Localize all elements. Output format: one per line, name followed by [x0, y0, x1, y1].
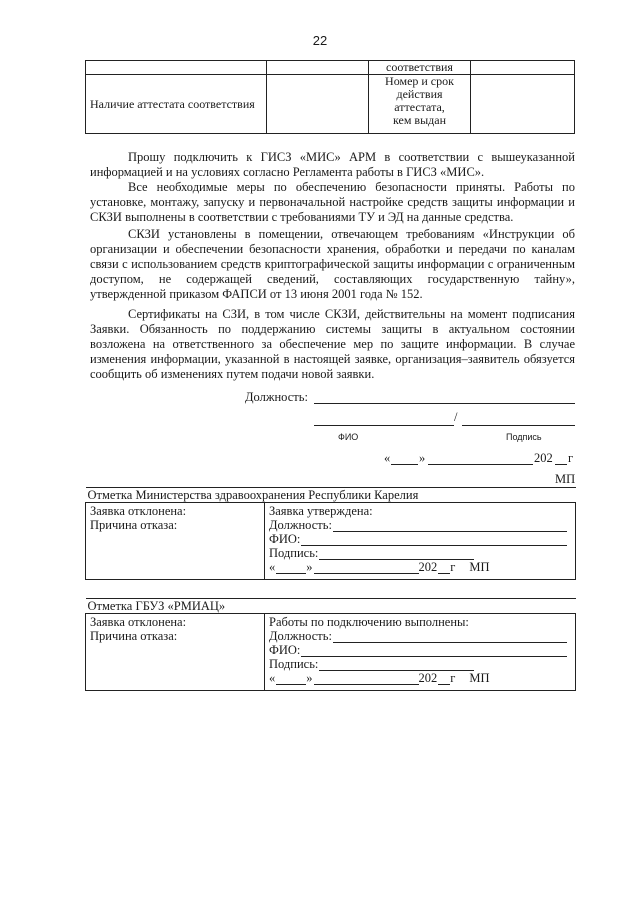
fio-field[interactable]	[269, 643, 567, 657]
top-table	[85, 60, 575, 134]
sign-field[interactable]	[269, 657, 474, 671]
mp-stamp-label: МП	[469, 671, 490, 685]
mp-stamp-label: МП	[555, 472, 576, 486]
slash: /	[454, 410, 458, 424]
paragraph: Прошу подключить к ГИСЗ «МИС» АРМ в соответствии с вышеуказанной информацией и на условиях согласно Регламента работы в ГИСЗ «МИС».	[90, 150, 575, 179]
sign-label: Подпись:	[269, 546, 319, 560]
approved-label: Заявка утверждена:	[269, 504, 373, 518]
table-cell	[267, 75, 369, 134]
rmiac-block-title: Отметка ГБУЗ «РМИАЦ»	[86, 599, 576, 614]
date-open-quote: «	[269, 560, 276, 574]
approval-cell	[265, 614, 576, 691]
fio-field[interactable]	[269, 532, 567, 546]
body-text	[90, 307, 575, 382]
sign-field[interactable]	[269, 546, 474, 560]
date-open-quote: «	[269, 671, 276, 685]
table-cell-line: кем выдан	[392, 113, 447, 127]
date-open-quote: «	[384, 451, 391, 465]
body-text	[90, 227, 575, 302]
fio-line[interactable]	[314, 412, 454, 426]
table-cell-line: Номер и срок	[385, 74, 454, 88]
mp-stamp-label: МП	[469, 560, 490, 574]
date-year-line[interactable]	[555, 451, 567, 465]
table-cell-label: Наличие аттестата соответствия	[86, 75, 267, 134]
position-label: Должность:	[245, 390, 308, 404]
fio-label: ФИО:	[269, 643, 301, 657]
table-cell	[267, 61, 369, 75]
position-field[interactable]	[269, 629, 567, 643]
date-close-quote: »	[419, 451, 426, 465]
rejected-label: Заявка отклонена:	[90, 504, 187, 518]
reason-label: Причина отказа:	[90, 629, 178, 643]
date-field[interactable]	[269, 671, 499, 685]
date-close-quote: »	[306, 560, 313, 574]
body-text	[90, 150, 575, 225]
signature-caption: Подпись	[506, 432, 542, 442]
table-cell-line: действия	[396, 87, 443, 101]
paragraph: Сертификаты на СЗИ, в том числе СКЗИ, действительны на момент подписания Заявки. Обязанность по поддержанию системы защиты в актуальном состоянии возложена на ответственного за обеспечение мер по защите информации. В случае изменения информации, указанной в настоящей заявке, организация–заявитель обязуется сообщить об изменениях путем подачи новой заявки.	[90, 307, 575, 381]
approved-label: Работы по подключению выполнены:	[269, 615, 469, 629]
rejected-label: Заявка отклонена:	[90, 615, 187, 629]
rejection-cell	[86, 503, 265, 580]
position-label: Должность:	[269, 629, 332, 643]
sign-label: Подпись:	[269, 657, 319, 671]
table-cell	[471, 75, 575, 134]
date-year: 202	[418, 671, 438, 685]
page-number: 22	[312, 33, 328, 48]
approval-cell	[265, 503, 576, 580]
date-year-suffix: г	[568, 451, 574, 465]
date-day-line[interactable]	[391, 451, 418, 465]
paragraph: СКЗИ установлены в помещении, отвечающем требованиям «Инструкции об организации и обеспечении безопасности хранения, обработки и передачи по каналам связи с использованием средств криптографической защиты информации с ограниченным доступом, не содержащей сведений, составляющих государственную тайну», утвержденной приказом ФАПСИ от 13 июня 2001 года № 152.	[90, 227, 575, 301]
date-year-suffix: г	[450, 560, 456, 574]
signature-line[interactable]	[462, 412, 575, 426]
position-field[interactable]	[269, 518, 567, 532]
date-year-suffix: г	[450, 671, 456, 685]
rejection-cell	[86, 614, 265, 691]
fio-caption: ФИО	[338, 432, 359, 442]
date-month-line[interactable]	[428, 451, 533, 465]
rmiac-approval-block	[85, 598, 576, 691]
position-line[interactable]	[314, 390, 575, 404]
date-year: 202	[418, 560, 438, 574]
table-cell	[86, 61, 267, 75]
date-close-quote: »	[306, 671, 313, 685]
date-field[interactable]	[269, 560, 499, 574]
table-cell-line: аттестата,	[394, 100, 445, 114]
reason-label: Причина отказа:	[90, 518, 178, 532]
table-cell: соответствия	[369, 61, 471, 75]
date-year: 202	[534, 451, 553, 465]
table-cell-description	[369, 75, 471, 134]
ministry-block-title: Отметка Министерства здравоохранения Республики Карелия	[86, 488, 576, 503]
ministry-approval-block	[85, 487, 576, 580]
paragraph: Все необходимые меры по обеспечению безопасности приняты. Работы по установке, монтажу, запуску и первоначальной настройке средств защиты информации и СКЗИ выполнены в соответствии с требованиями ТУ и ЭД на данные средства.	[90, 180, 575, 224]
fio-label: ФИО:	[269, 532, 301, 546]
position-label: Должность:	[269, 518, 332, 532]
table-cell	[471, 61, 575, 75]
